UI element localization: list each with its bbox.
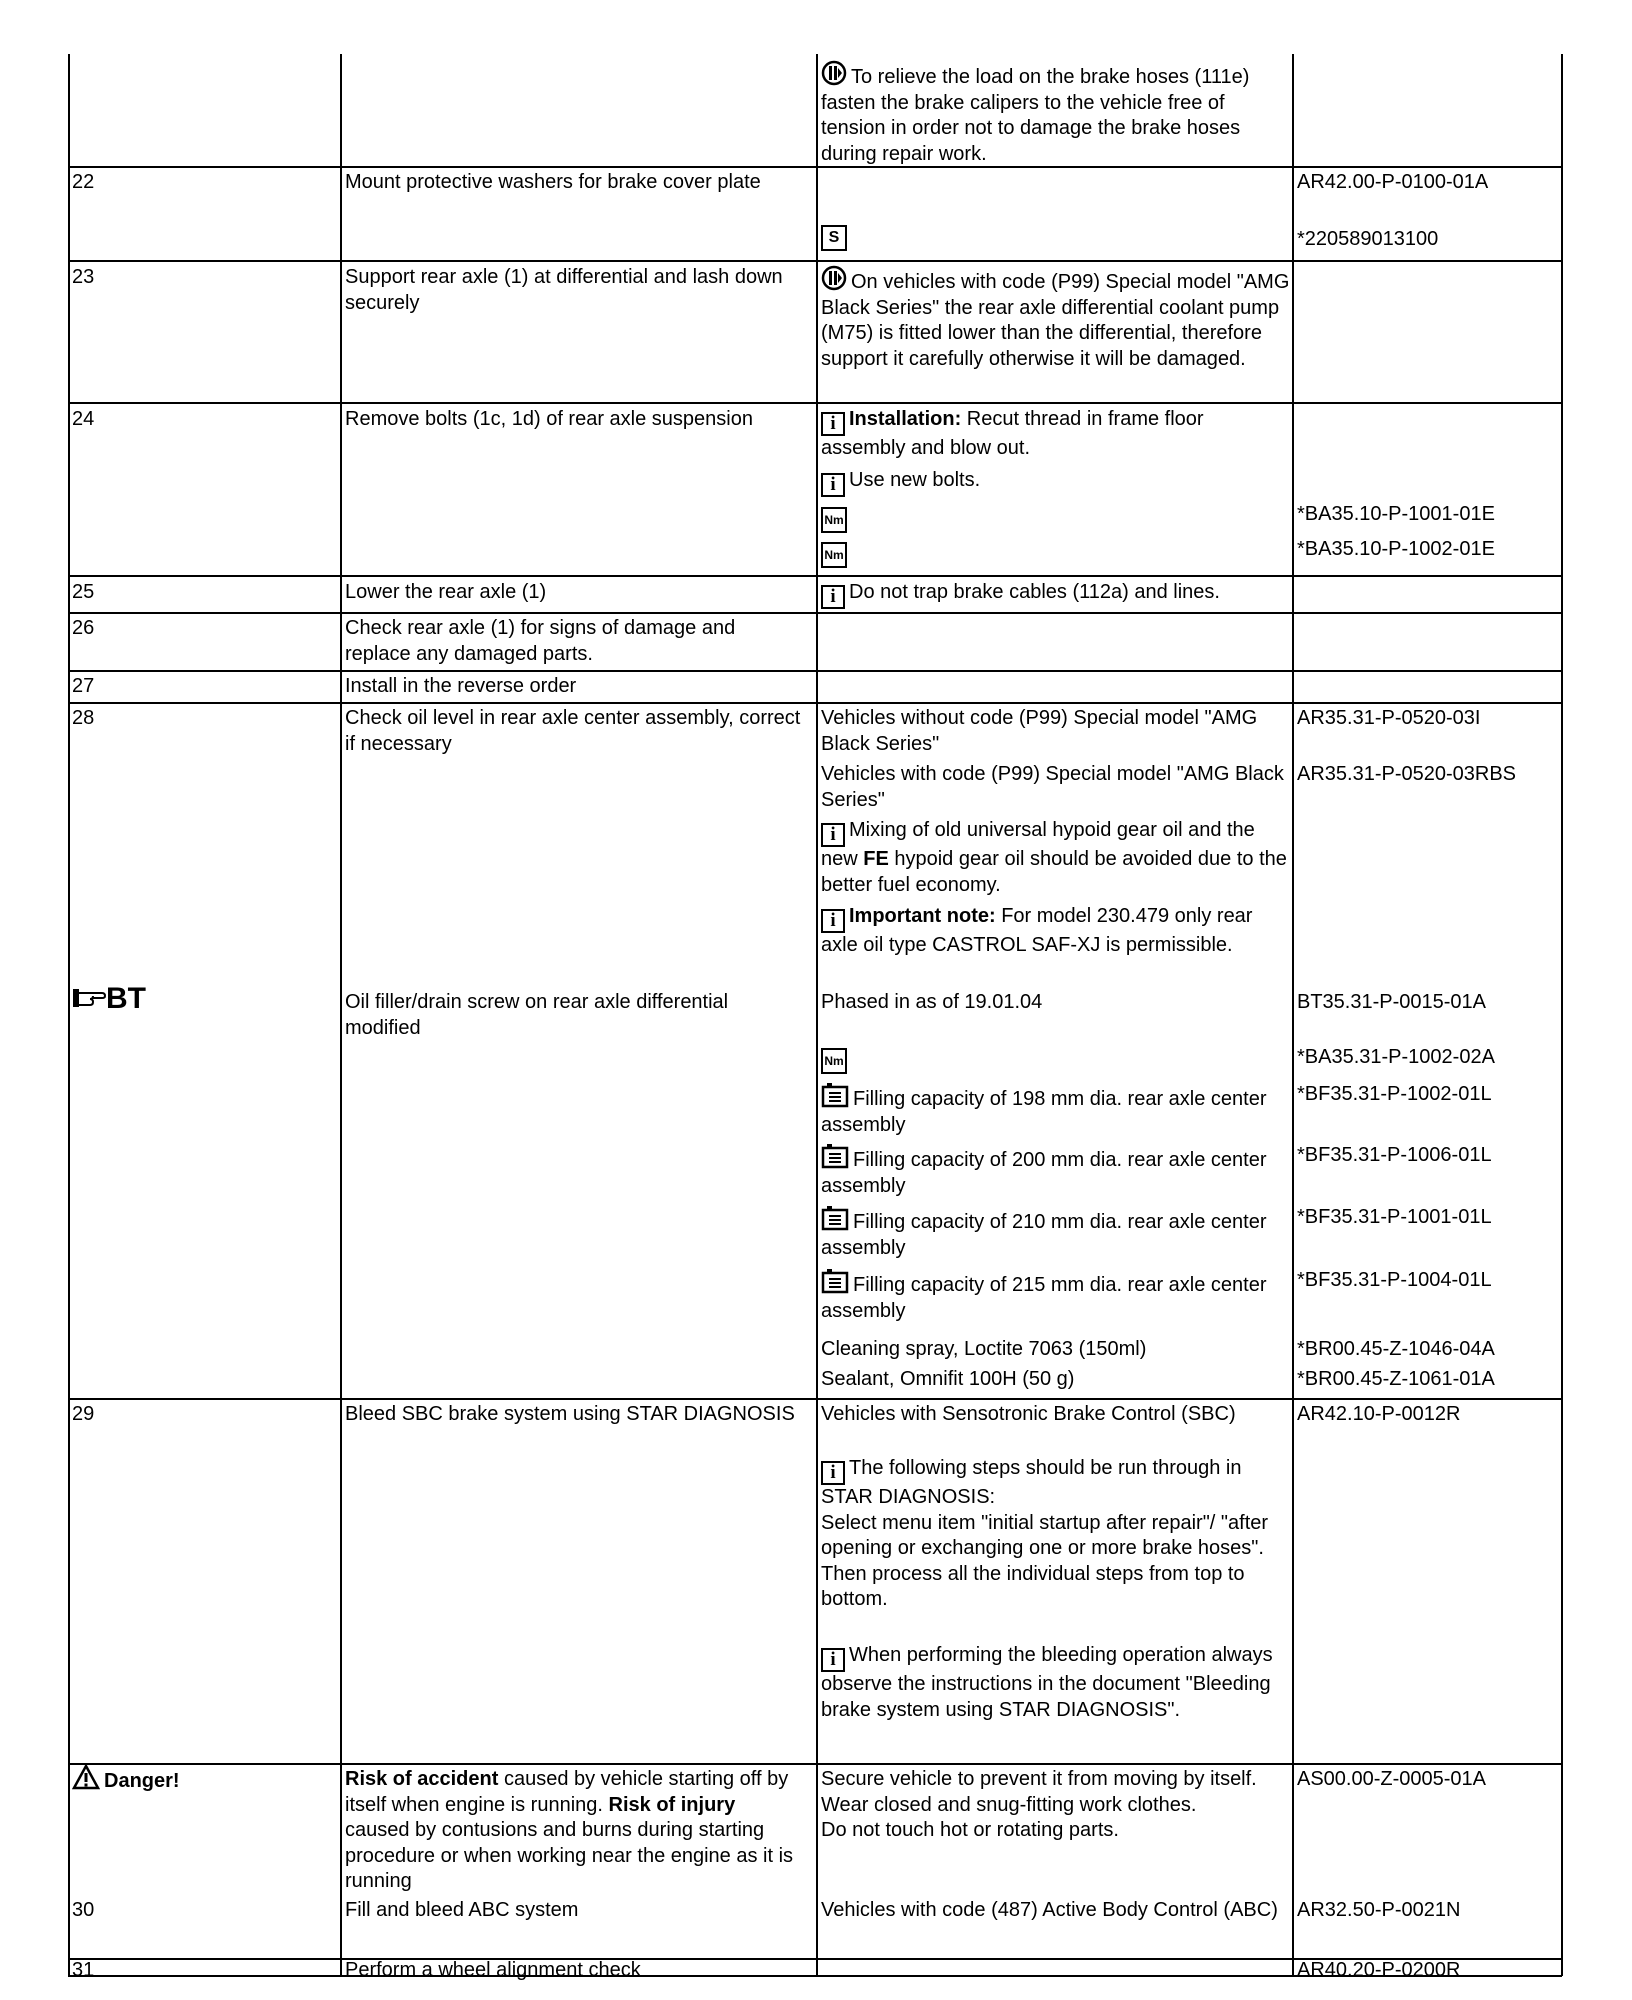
- row30-number: 30: [72, 1899, 95, 1921]
- row23-number: 23: [72, 266, 95, 288]
- row24-step: Remove bolts (1c, 1d) of rear axle suspension: [345, 408, 753, 430]
- column-divider: [1292, 54, 1294, 1976]
- danger-risk-text: Risk of accident caused by vehicle starting off by itself when engine is running. Risk of injury caused by contusions and burns during starting procedure or when working near the engine as it is running: [345, 1768, 794, 1892]
- row24-ref2-link[interactable]: *BA35.10-P-1002-01E: [1297, 538, 1495, 560]
- column-divider: [816, 54, 818, 1976]
- oil-can-icon: [821, 1082, 849, 1108]
- row27-step: Install in the reverse order: [345, 675, 577, 697]
- warning-triangle-icon: [72, 1764, 100, 1790]
- row28-important-note: i Important note: For model 230.479 only rear axle oil type CASTROL SAF-XJ is permissible.: [821, 905, 1253, 956]
- row-divider: [68, 575, 1562, 577]
- row26-step: Check rear axle (1) for signs of damage and replace any damaged parts.: [345, 617, 736, 665]
- row28-fill-198-ref-link[interactable]: *BF35.31-P-1002-01L: [1297, 1083, 1492, 1105]
- row28-variant-without-p99: Vehicles without code (P99) Special model "AMG Black Series": [821, 707, 1258, 755]
- info-icon: i: [821, 1648, 845, 1672]
- row30-condition: Vehicles with code (487) Active Body Control (ABC): [821, 1899, 1278, 1921]
- row22-number: 22: [72, 171, 95, 193]
- oil-can-icon: [821, 1143, 849, 1169]
- caution-icon: [821, 265, 847, 291]
- row-divider: [68, 260, 1562, 262]
- row29-star-note: i The following steps should be run through in STAR DIAGNOSIS: Select menu item "initial startup after repair"/ "after opening or exchanging one or more brake hoses". Then process all the individual steps from top to bottom.: [821, 1457, 1269, 1610]
- row28-cleaning-spray: Cleaning spray, Loctite 7063 (150ml): [821, 1338, 1147, 1360]
- row29-step: Bleed SBC brake system using STAR DIAGNOSIS: [345, 1403, 795, 1425]
- oil-can-icon: [821, 1268, 849, 1294]
- row27-number: 27: [72, 675, 95, 697]
- row25-number: 25: [72, 581, 95, 603]
- column-divider: [340, 54, 342, 1976]
- row26-number: 26: [72, 617, 95, 639]
- info-icon: i: [821, 412, 845, 436]
- row28-sealant-ref-link[interactable]: *BR00.45-Z-1061-01A: [1297, 1368, 1495, 1390]
- caution-icon: [821, 60, 847, 86]
- table-border-right: [1561, 54, 1563, 1976]
- danger-ref-link[interactable]: AS00.00-Z-0005-01A: [1297, 1768, 1487, 1790]
- info-icon: i: [821, 823, 845, 847]
- torque-icon: Nm: [821, 502, 1291, 533]
- row30-ref-link[interactable]: AR32.50-P-0021N: [1297, 1899, 1461, 1921]
- row29-number: 29: [72, 1403, 95, 1425]
- row-divider: [68, 166, 1562, 168]
- row28-number: 28: [72, 707, 95, 729]
- info-icon: i: [821, 1461, 845, 1485]
- row24-number: 24: [72, 408, 95, 430]
- row28-sealant: Sealant, Omnifit 100H (50 g): [821, 1368, 1075, 1390]
- row23-step: Support rear axle (1) at differential and lash down securely: [345, 266, 783, 314]
- row24-bolts-note: i Use new bolts.: [821, 468, 1291, 497]
- row-divider: [68, 1398, 1562, 1400]
- row29-ref-link[interactable]: AR42.10-P-0012R: [1297, 1403, 1461, 1425]
- row28-fill-200-ref-link[interactable]: *BF35.31-P-1006-01L: [1297, 1144, 1492, 1166]
- row-divider: [68, 670, 1562, 672]
- row28-fill-198: Filling capacity of 198 mm dia. rear axle center assembly: [821, 1082, 1291, 1138]
- row-divider: [68, 612, 1562, 614]
- danger-measures: Secure vehicle to prevent it from moving by itself. Wear closed and snug-fitting work clothes. Do not touch hot or rotating parts.: [821, 1768, 1257, 1841]
- row21-note: To relieve the load on the brake hoses (111e) fasten the brake calipers to the vehicle free of tension in order not to damage the brake hoses during repair work.: [821, 60, 1291, 167]
- oil-can-icon: [821, 1205, 849, 1231]
- row22-tool-ref-link[interactable]: *220589013100: [1297, 228, 1439, 250]
- row22-step: Mount protective washers for brake cover plate: [345, 171, 761, 193]
- bt-step: Oil filler/drain screw on rear axle differential modified: [345, 991, 729, 1039]
- row29-condition: Vehicles with Sensotronic Brake Control (SBC): [821, 1403, 1236, 1425]
- row30-step: Fill and bleed ABC system: [345, 1899, 579, 1921]
- row28-ref-without-p99-link[interactable]: AR35.31-P-0520-03I: [1297, 707, 1481, 729]
- info-icon: i: [821, 585, 845, 609]
- row-divider: [68, 702, 1562, 704]
- row28-fill-210-ref-link[interactable]: *BF35.31-P-1001-01L: [1297, 1206, 1492, 1228]
- table-border-left: [68, 54, 70, 1976]
- info-icon: i: [821, 473, 845, 497]
- row28-variant-with-p99: Vehicles with code (P99) Special model "AMG Black Series": [821, 763, 1284, 811]
- torque-icon: Nm: [821, 537, 1291, 568]
- row29-bleeding-note: i When performing the bleeding operation always observe the instructions in the document "Bleeding brake system using STAR DIAGNOSIS".: [821, 1644, 1273, 1721]
- row28-fill-215-ref-link[interactable]: *BF35.31-P-1004-01L: [1297, 1269, 1492, 1291]
- row28-fill-210: Filling capacity of 210 mm dia. rear axle center assembly: [821, 1205, 1291, 1261]
- info-icon: i: [821, 909, 845, 933]
- row22-ref-link[interactable]: AR42.00-P-0100-01A: [1297, 171, 1489, 193]
- row23-note: On vehicles with code (P99) Special model "AMG Black Series" the rear axle differential coolant pump (M75) is fitted lower than the differential, therefore support it carefully otherwise it will be damaged.: [821, 265, 1291, 372]
- danger-label: Danger!: [72, 1764, 332, 1795]
- torque-icon: Nm: [821, 1043, 1291, 1074]
- row31-number: 31: [72, 1959, 95, 1981]
- row-divider: [68, 402, 1562, 404]
- bt-ref-link[interactable]: BT35.31-P-0015-01A: [1297, 991, 1487, 1013]
- bt-marker: BT: [72, 982, 252, 1016]
- row31-step: Perform a wheel alignment check: [345, 1959, 641, 1981]
- row28-fill-215: Filling capacity of 215 mm dia. rear axle center assembly: [821, 1268, 1291, 1324]
- pointing-hand-icon: [72, 984, 106, 1010]
- row24-ref1-link[interactable]: *BA35.10-P-1001-01E: [1297, 503, 1495, 525]
- row28-step: Check oil level in rear axle center assembly, correct if necessary: [345, 707, 801, 755]
- row28-fill-200: Filling capacity of 200 mm dia. rear axle center assembly: [821, 1143, 1291, 1199]
- row28-ref-with-p99-link[interactable]: AR35.31-P-0520-03RBS: [1297, 763, 1517, 785]
- row28-torque-ref-link[interactable]: *BA35.31-P-1002-02A: [1297, 1046, 1495, 1068]
- row28-mixing-note: i Mixing of old universal hypoid gear oil and the new FE hypoid gear oil should be avoided due to the better fuel economy.: [821, 819, 1287, 896]
- row31-ref-link[interactable]: AR40.20-P-0200R: [1297, 1959, 1461, 1981]
- row25-note: i Do not trap brake cables (112a) and lines.: [821, 580, 1291, 609]
- special-tool-icon: S: [821, 224, 1291, 251]
- row24-install-note: i Installation: Recut thread in frame floor assembly and blow out.: [821, 408, 1204, 459]
- row28-cleaning-ref-link[interactable]: *BR00.45-Z-1046-04A: [1297, 1338, 1495, 1360]
- bt-phased: Phased in as of 19.01.04: [821, 991, 1043, 1013]
- row25-step: Lower the rear axle (1): [345, 581, 547, 603]
